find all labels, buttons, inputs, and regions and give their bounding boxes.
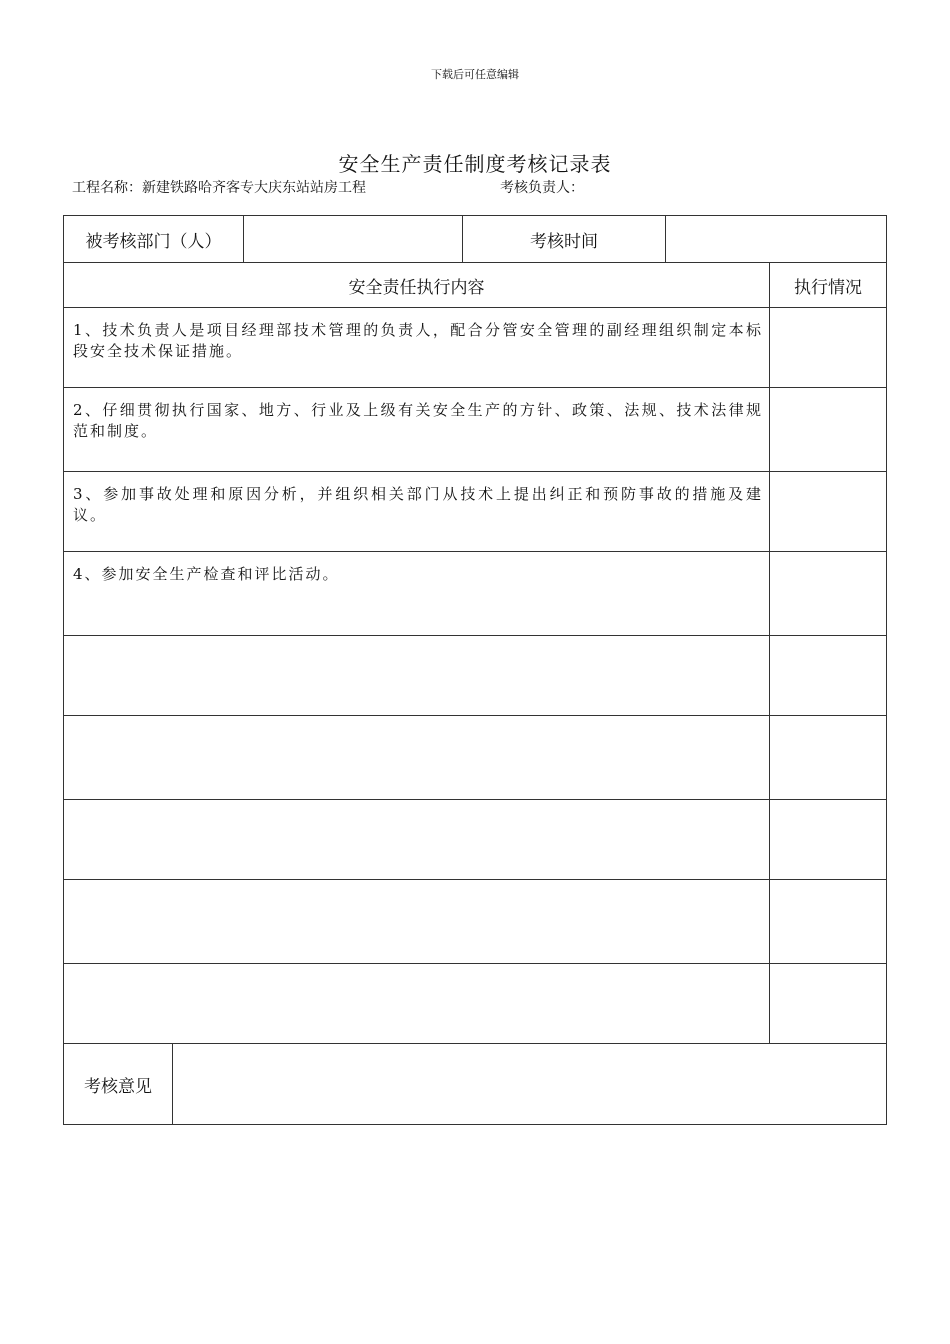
status-cell[interactable] [770, 964, 886, 1043]
table-row [64, 472, 886, 552]
content-cell[interactable] [64, 716, 770, 799]
content-header: 安全责任执行内容 [64, 263, 770, 307]
table-row [64, 964, 886, 1044]
time-value-cell[interactable] [666, 216, 886, 262]
status-cell[interactable] [770, 552, 886, 635]
project-name: 工程名称：新建铁路哈齐客专大庆东站站房工程 [72, 180, 366, 196]
content-cell [64, 552, 770, 635]
status-cell[interactable] [770, 636, 886, 715]
header-row [64, 216, 886, 263]
table-row [64, 880, 886, 964]
status-cell[interactable] [770, 308, 886, 387]
content-cell [64, 472, 770, 551]
opinion-value-cell[interactable] [173, 1044, 886, 1124]
dept-value-cell[interactable] [244, 216, 463, 262]
column-header-row [64, 263, 886, 308]
content-cell[interactable] [64, 964, 770, 1043]
reviewer-label: 考核负责人： [500, 180, 584, 196]
content-cell[interactable] [64, 636, 770, 715]
item-text: 2、仔细贯彻执行国家、地方、行业及上级有关安全生产的方针、政策、法规、技术法律规范和制度。 [73, 401, 763, 440]
table-row [64, 388, 886, 472]
table-row [64, 800, 886, 880]
dept-label: 被考核部门（人） [64, 216, 244, 262]
table-row [64, 716, 886, 800]
status-cell[interactable] [770, 716, 886, 799]
status-cell[interactable] [770, 800, 886, 879]
time-label: 考核时间 [463, 216, 666, 262]
content-cell [64, 388, 770, 471]
status-cell[interactable] [770, 880, 886, 963]
content-cell[interactable] [64, 880, 770, 963]
assessment-table [63, 215, 887, 1125]
table-row [64, 308, 886, 388]
table-row [64, 636, 886, 716]
content-cell[interactable] [64, 800, 770, 879]
item-text: 3、参加事故处理和原因分析，并组织相关部门从技术上提出纠正和预防事故的措施及建议。 [73, 485, 763, 524]
opinion-label: 考核意见 [64, 1044, 173, 1124]
table-row [64, 552, 886, 636]
status-cell[interactable] [770, 388, 886, 471]
item-text: 1、技术负责人是项目经理部技术管理的负责人，配合分管安全管理的副经理组织制定本标段安全技术保证措施。 [73, 321, 763, 360]
content-cell [64, 308, 770, 387]
status-cell[interactable] [770, 472, 886, 551]
header-note: 下载后可任意编辑 [431, 68, 519, 81]
item-text: 4、参加安全生产检查和评比活动。 [73, 565, 340, 583]
status-header: 执行情况 [794, 277, 862, 298]
page-title: 安全生产责任制度考核记录表 [338, 152, 612, 176]
opinion-row [64, 1044, 886, 1124]
